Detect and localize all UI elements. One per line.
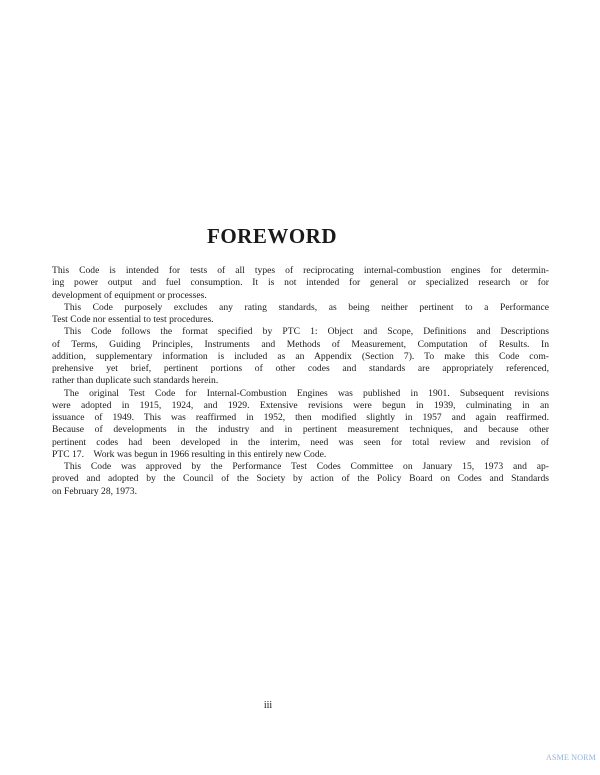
text-line: pertinent codes had been developed in the interim, need was seen for total review and revision of (52, 436, 549, 448)
text-line: prehensive yet brief, pertinent portions of other codes and standards are appropriately referenced, (52, 363, 549, 374)
foreword-body (52, 265, 549, 498)
text-line: The original Test Code for Internal-Combustion Engines was published in 1901. Subsequent revisions (64, 387, 549, 399)
text-line: issuance of 1949. This was reaffirmed in 1952, then modified slightly in 1957 and again reaffirmed. (52, 412, 549, 423)
text-line: on February 28, 1973. (52, 485, 137, 497)
text-line: addition, supplementary information is included as an Appendix (Section 7). To make this Code com- (52, 350, 549, 362)
text-line: were adopted in 1915, 1924, and 1929. Extensive revisions were begun in 1939, culminating in an (52, 399, 549, 411)
text-line: This Code is intended for tests of all types of reciprocating internal-combustion engines for determin- (52, 265, 549, 276)
text-line: This Code purposely excludes any rating standards, as being neither pertinent to a Performance (64, 301, 549, 313)
text-line: PTC 17. Work was begun in 1966 resulting in this entirely new Code. (52, 448, 327, 460)
text-line: proved and adopted by the Council of the Society by action of the Policy Board on Codes and Standards (52, 473, 549, 485)
text-line: rather than duplicate such standards herein. (52, 375, 219, 387)
text-line: This Code was approved by the Performance Test Codes Committee on January 15, 1973 and ap- (64, 461, 549, 472)
page-title: FOREWORD (207, 224, 337, 248)
watermark-logo: ASME NORM (546, 753, 597, 762)
text-line: of Terms, Guiding Principles, Instruments and Methods of Measurement, Computation of Results. In (52, 338, 549, 350)
text-line: Test Code nor essential to test procedures. (52, 314, 214, 325)
text-line: development of equipment or processes. (52, 289, 207, 301)
page-number: iii (263, 700, 273, 711)
text-line: ing power output and fuel consumption. It is not intended for general or specialized research or for (52, 277, 549, 289)
text-line: Because of developments in the industry and in pertinent measurement techniques, and because other (52, 424, 549, 436)
text-line: This Code follows the format specified by PTC 1: Object and Scope, Definitions and Descriptions (64, 326, 549, 338)
